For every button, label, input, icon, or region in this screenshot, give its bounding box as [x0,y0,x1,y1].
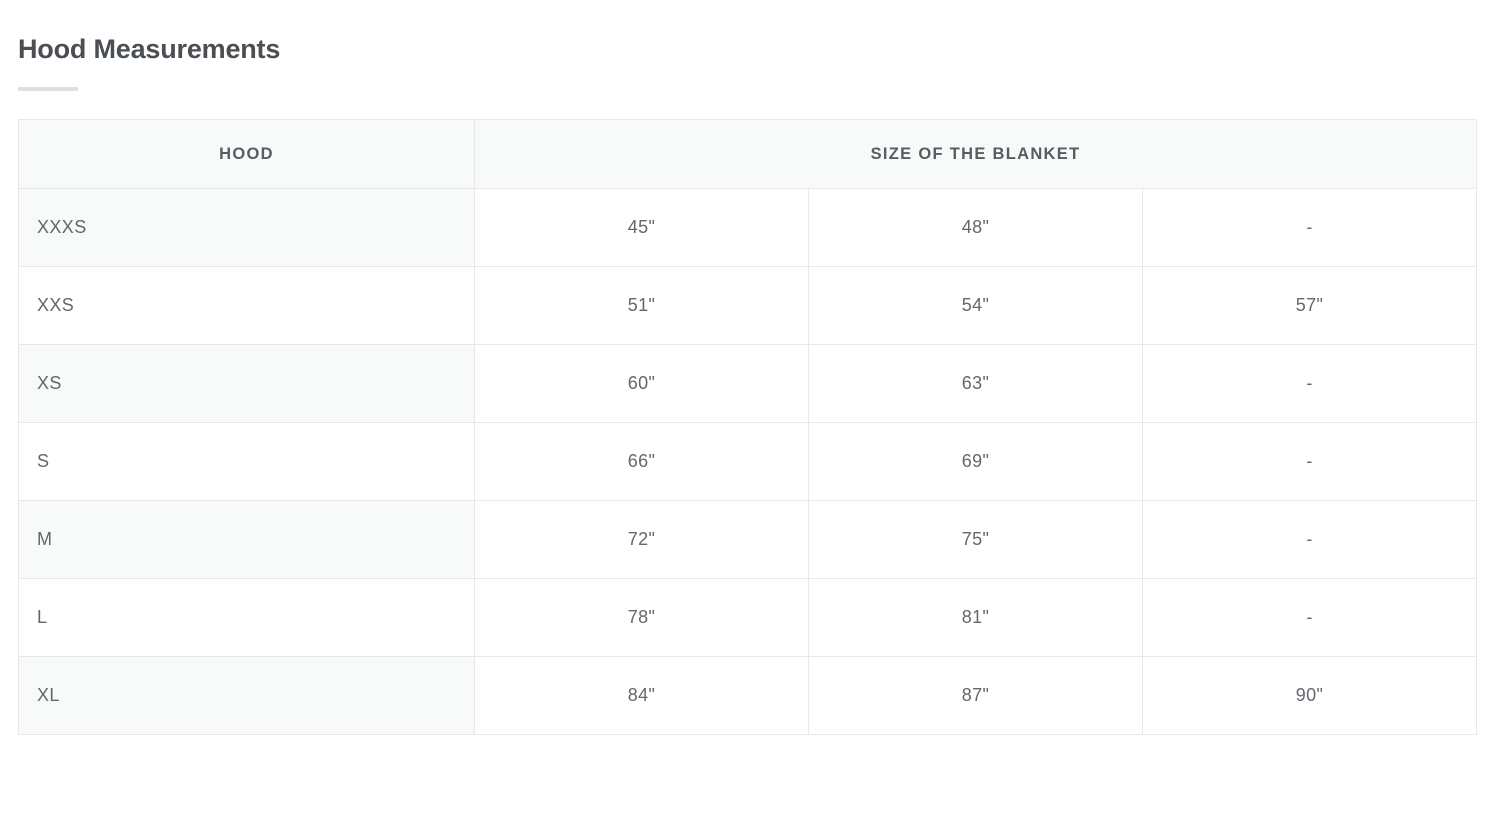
row-label: L [19,579,475,657]
row-label: XXS [19,267,475,345]
title-divider [18,87,78,91]
row-label: XXXS [19,189,475,267]
table-row [19,501,1477,579]
row-value: - [1143,579,1477,657]
table-body [19,189,1477,735]
row-value: 69" [809,423,1143,501]
row-value: 78" [475,579,809,657]
row-label: S [19,423,475,501]
row-value: 48" [809,189,1143,267]
row-value: 60" [475,345,809,423]
row-value: 90" [1143,657,1477,735]
row-value: 57" [1143,267,1477,345]
column-header-blanket-size: SIZE OF THE BLANKET [475,120,1477,189]
row-label: XS [19,345,475,423]
page-title: Hood Measurements [18,34,281,64]
table-row [19,423,1477,501]
row-value: 51" [475,267,809,345]
row-value: - [1143,189,1477,267]
table-row [19,657,1477,735]
row-value: 75" [809,501,1143,579]
row-value: - [1143,423,1477,501]
table-row [19,579,1477,657]
row-value: 54" [809,267,1143,345]
row-value: - [1143,501,1477,579]
size-chart-wrapper [18,119,1478,735]
hood-measurements-table [18,119,1477,735]
row-label: M [19,501,475,579]
row-value: 63" [809,345,1143,423]
table-header [19,120,1477,189]
row-value: 72" [475,501,809,579]
table-row [19,345,1477,423]
row-value: 87" [809,657,1143,735]
row-value: 84" [475,657,809,735]
row-value: 45" [475,189,809,267]
row-label: XL [19,657,475,735]
column-header-hood: HOOD [19,120,475,189]
table-row [19,189,1477,267]
table-header-row [19,120,1477,189]
row-value: 66" [475,423,809,501]
row-value: 81" [809,579,1143,657]
row-value: - [1143,345,1477,423]
table-row [19,267,1477,345]
